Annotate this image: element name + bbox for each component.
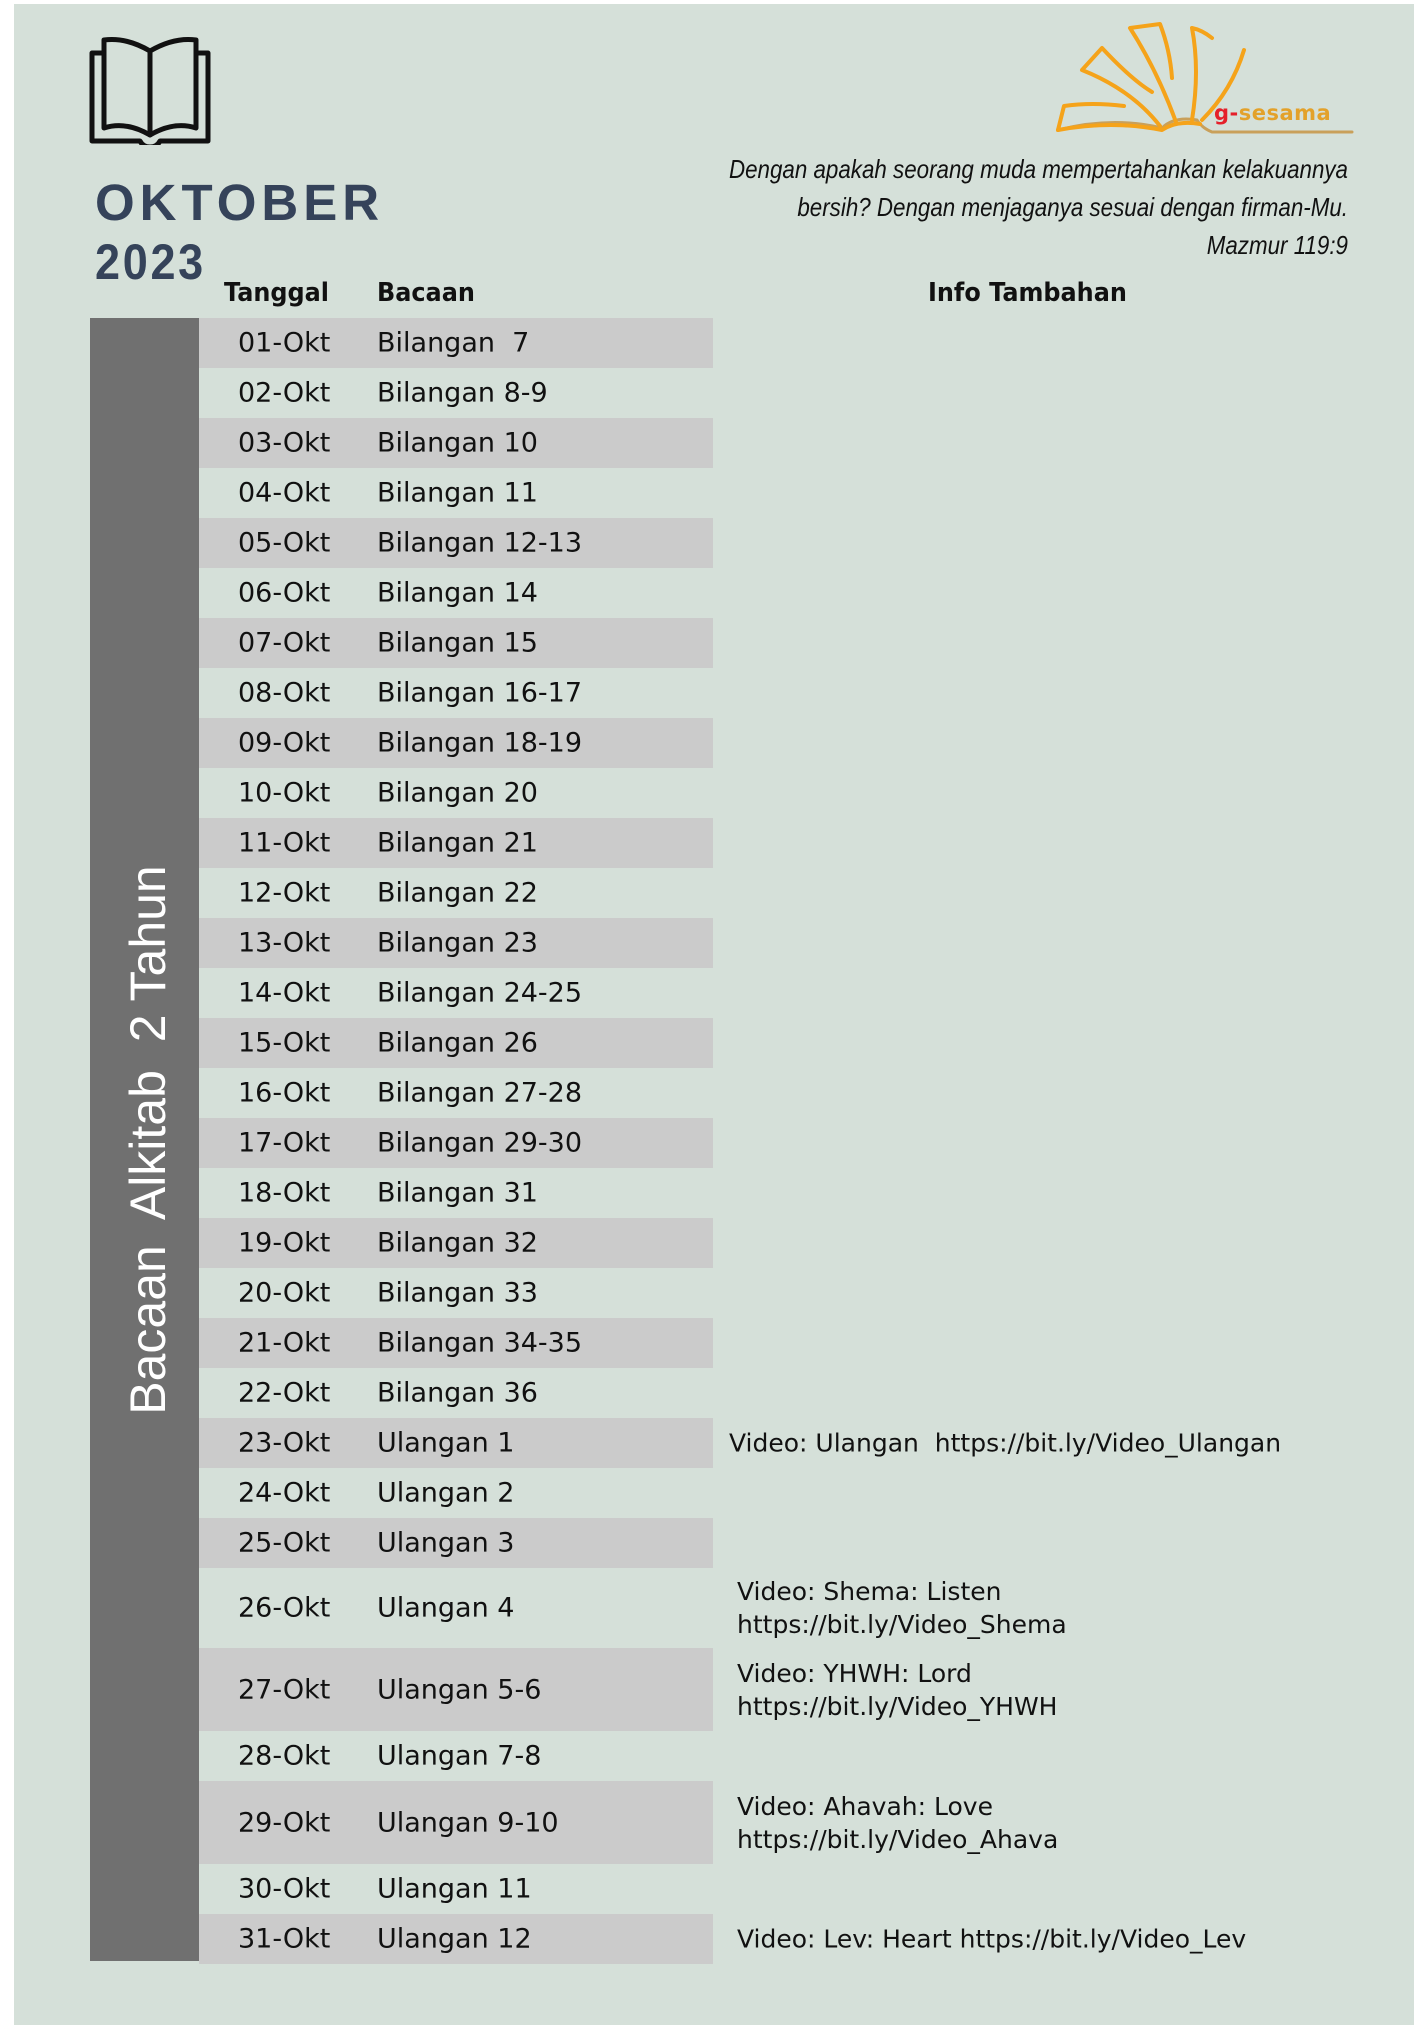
row-reading: Bilangan 8-9 [377,377,548,409]
table-row [199,468,1399,518]
row-reading: Ulangan 12 [377,1923,532,1955]
row-date: 02-Okt [238,377,331,409]
table-row [199,1864,1399,1914]
table-row [199,1318,1399,1368]
row-reading: Bilangan 15 [377,627,538,659]
table-row [199,1218,1399,1268]
table-row [199,568,1399,618]
table-row [199,818,1399,868]
row-date: 01-Okt [238,327,331,359]
month-title: OKTOBER [95,174,385,231]
row-info [737,1923,1246,1956]
table-row [199,1731,1399,1781]
row-reading: Bilangan 22 [377,877,538,909]
table-row [199,868,1399,918]
row-reading: Bilangan 7 [377,327,530,359]
row-date: 22-Okt [238,1377,331,1409]
row-date: 09-Okt [238,727,331,759]
row-reading: Bilangan 18-19 [377,727,583,759]
row-date: 14-Okt [238,977,331,1009]
table-row [199,418,1399,468]
table-row [199,1914,1399,1964]
table-row [199,668,1399,718]
row-date: 03-Okt [238,427,331,459]
row-reading: Bilangan 11 [377,477,538,509]
row-date: 18-Okt [238,1177,331,1209]
row-reading: Ulangan 5-6 [377,1674,542,1705]
row-reading: Ulangan 2 [377,1477,515,1509]
row-reading: Ulangan 3 [377,1527,515,1559]
info-line: https://bit.ly/Video_Ahava [737,1824,1059,1854]
table-row [199,618,1399,668]
row-reading: Ulangan 1 [377,1427,515,1459]
row-date: 04-Okt [238,477,331,509]
table-row [199,918,1399,968]
table-row [199,1648,1399,1731]
row-date: 13-Okt [238,927,331,959]
info-line: Video: YHWH: Lord [737,1658,972,1688]
table-row [199,1018,1399,1068]
table-row [199,518,1399,568]
row-info [737,1790,1058,1856]
row-date: 21-Okt [238,1327,331,1359]
info-line: Video: Lev: Heart https://bit.ly/Video_Lev [737,1924,1247,1954]
row-info [737,1575,1067,1641]
row-date: 20-Okt [238,1277,331,1309]
info-line: Video: Ahavah: Love [737,1791,993,1821]
row-date: 31-Okt [238,1923,331,1955]
row-reading: Bilangan 14 [377,577,538,609]
table-row [199,1068,1399,1118]
row-reading: Bilangan 12-13 [377,527,583,559]
row-date: 12-Okt [238,877,331,909]
row-reading: Bilangan 33 [377,1277,538,1309]
table-row [199,718,1399,768]
open-book-icon [88,33,212,145]
info-line: Video: Ulangan https://bit.ly/Video_Ulangan [729,1428,1282,1458]
table-row [199,1168,1399,1218]
row-reading: Ulangan 11 [377,1873,532,1905]
table-row [199,1781,1399,1864]
column-header-info: Info Tambahan [928,278,1127,308]
table-row [199,1268,1399,1318]
bible-verse-quote [677,150,1348,264]
table-row [199,368,1399,418]
year-title: 2023 [95,234,206,290]
table-row [199,1368,1399,1418]
column-header-reading: Bacaan [377,278,475,308]
row-reading: Bilangan 27-28 [377,1077,583,1109]
row-date: 26-Okt [238,1592,331,1624]
row-reading: Bilangan 20 [377,777,538,809]
info-line: https://bit.ly/Video_Shema [737,1610,1067,1639]
row-reading: Bilangan 36 [377,1377,538,1409]
table-row [199,1118,1399,1168]
table-row [199,968,1399,1018]
row-reading: Bilangan 16-17 [377,677,583,709]
row-reading: Bilangan 21 [377,827,538,859]
table-row [199,1418,1399,1468]
reading-schedule-table [199,318,1399,1964]
table-row [199,1468,1399,1518]
row-date: 19-Okt [238,1227,331,1259]
row-date: 30-Okt [238,1873,331,1905]
row-info [729,1427,1281,1460]
sidebar-label: Bacaan Alkitab 2 Tahun [120,865,176,1415]
row-reading: Bilangan 29-30 [377,1127,583,1159]
row-date: 29-Okt [238,1807,331,1838]
row-reading: Bilangan 10 [377,427,538,459]
row-date: 10-Okt [238,777,331,809]
row-date: 24-Okt [238,1477,331,1509]
row-reading: Ulangan 4 [377,1592,515,1624]
row-reading: Bilangan 34-35 [377,1327,583,1359]
row-date: 28-Okt [238,1740,331,1772]
quote-line-1: Dengan apakah seorang muda mempertahankan kelakuannya [728,154,1348,184]
row-date: 07-Okt [238,627,331,659]
row-info [737,1657,1057,1723]
table-row [199,1518,1399,1568]
row-reading: Bilangan 32 [377,1227,538,1259]
row-date: 27-Okt [238,1674,331,1705]
info-line: https://bit.ly/Video_YHWH [737,1691,1058,1721]
row-date: 17-Okt [238,1127,331,1159]
column-header-date: Tanggal [224,278,329,308]
row-date: 23-Okt [238,1427,331,1459]
row-date: 06-Okt [238,577,331,609]
g-sesama-logo-text: g-sesama [1214,101,1332,125]
row-reading: Ulangan 9-10 [377,1807,559,1838]
info-line: Video: Shema: Listen [737,1577,1002,1606]
row-date: 11-Okt [238,827,331,859]
row-reading: Ulangan 7-8 [377,1740,542,1772]
row-date: 16-Okt [238,1077,331,1109]
table-row [199,768,1399,818]
row-date: 15-Okt [238,1027,331,1059]
row-reading: Bilangan 31 [377,1177,538,1209]
quote-line-2: bersih? Dengan menjaganya sesuai dengan firman-Mu. [797,192,1348,222]
row-date: 05-Okt [238,527,331,559]
table-row [199,1568,1399,1648]
quote-reference: Mazmur 119:9 [1206,230,1348,260]
table-row [199,318,1399,368]
row-reading: Bilangan 26 [377,1027,538,1059]
row-reading: Bilangan 23 [377,927,538,959]
row-date: 08-Okt [238,677,331,709]
row-reading: Bilangan 24-25 [377,977,583,1009]
row-date: 25-Okt [238,1527,331,1559]
